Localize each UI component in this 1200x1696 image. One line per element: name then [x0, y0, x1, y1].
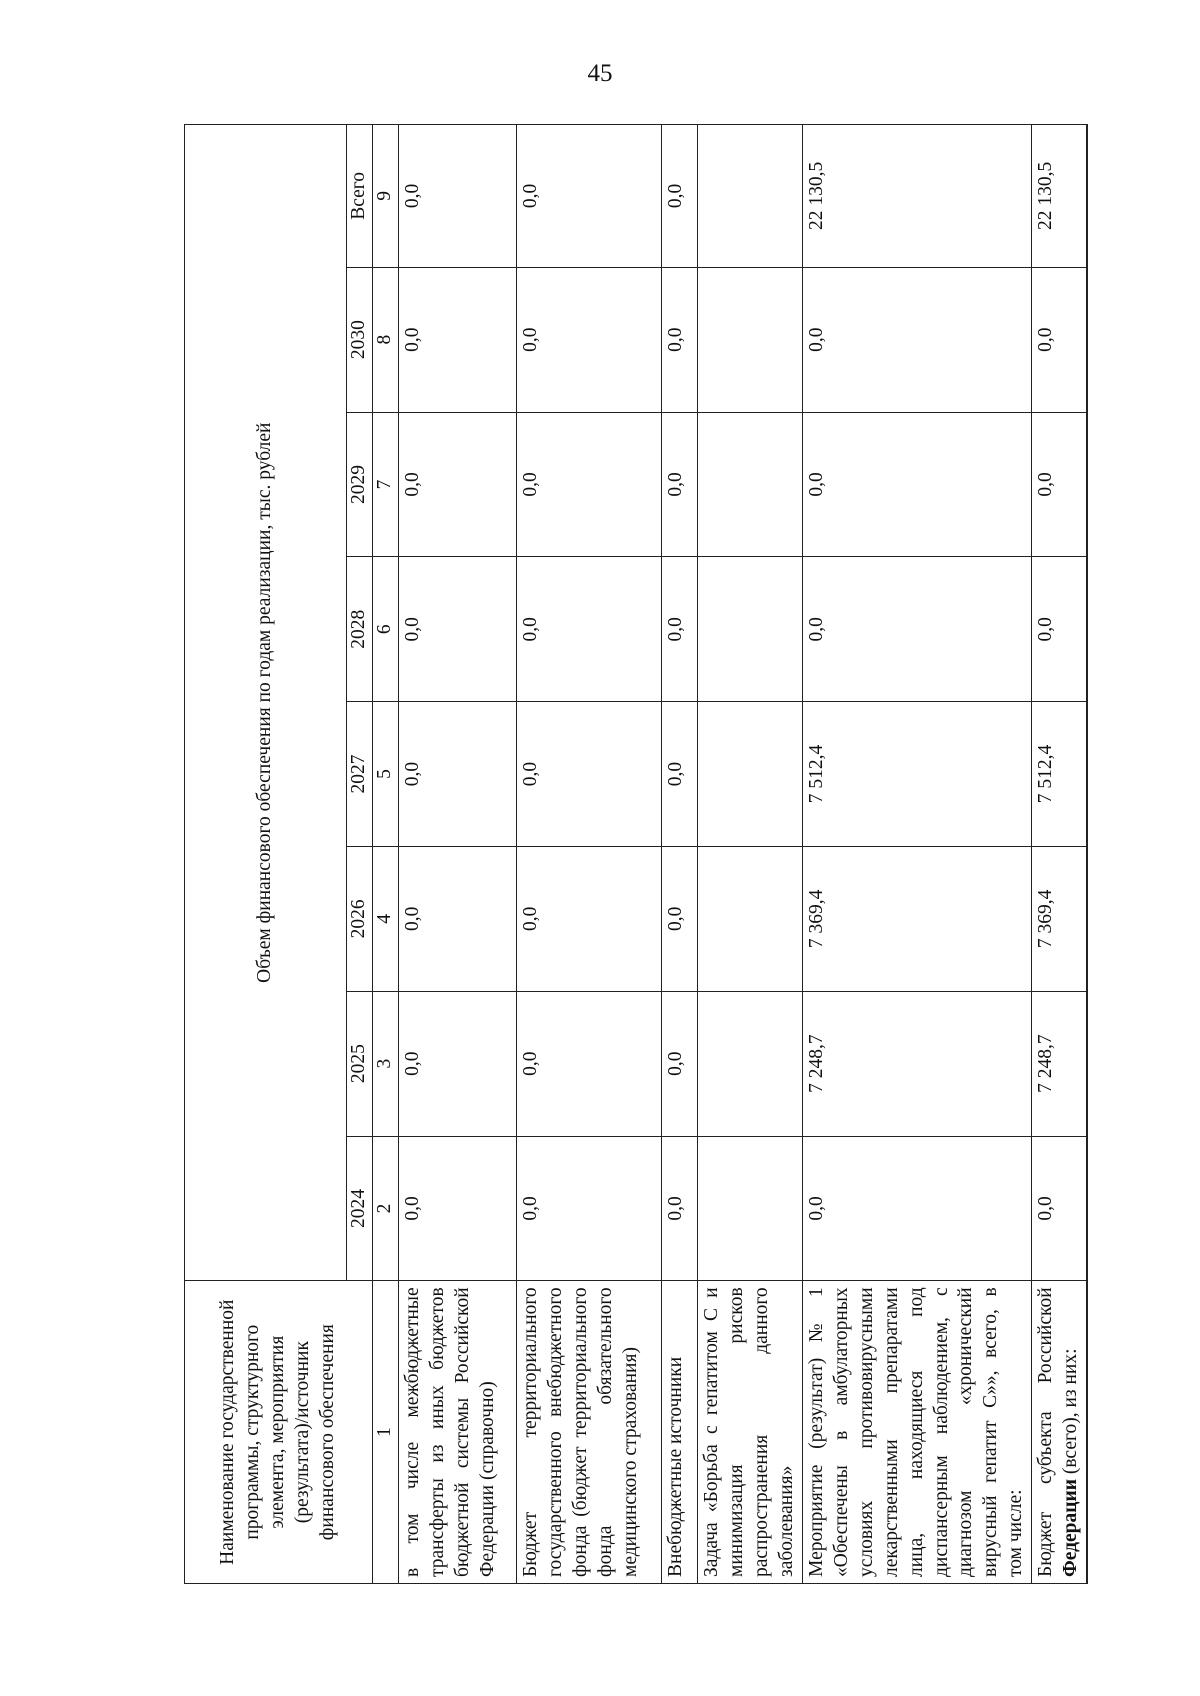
row-value [697, 412, 802, 557]
row-value: 0,0 [661, 412, 697, 557]
row-name: Внебюджетные источники [661, 1281, 697, 1584]
year-header: 2030 [347, 267, 373, 412]
column-number: 5 [373, 702, 399, 847]
row-value: 0,0 [1032, 1136, 1087, 1281]
row-value: 0,0 [398, 991, 516, 1136]
row-value: 0,0 [516, 991, 661, 1136]
header-volume-cell: Объем финансового обеспечения по годам реализации, тыс. рублей [185, 125, 347, 1281]
row-value [697, 991, 802, 1136]
year-header: 2027 [347, 702, 373, 847]
row-value: 0,0 [516, 412, 661, 557]
table-row [661, 125, 697, 1584]
row-value: 7 369,4 [1032, 846, 1087, 991]
row-value: 0,0 [661, 991, 697, 1136]
year-header: 2025 [347, 991, 373, 1136]
row-value: 0,0 [516, 267, 661, 412]
row-value: 0,0 [802, 267, 1032, 412]
row-value: 0,0 [398, 702, 516, 847]
column-number: 3 [373, 991, 399, 1136]
row-value: 0,0 [398, 1136, 516, 1281]
row-name: Задача «Борьба с гепатитом С и минимизация рисков распространения данного заболевания» [697, 1281, 802, 1584]
year-header: 2026 [347, 846, 373, 991]
row-value: 0,0 [398, 846, 516, 991]
table-row [802, 125, 1032, 1584]
column-number: 7 [373, 412, 399, 557]
row-value: 0,0 [661, 846, 697, 991]
year-header: 2024 [347, 1136, 373, 1281]
row-value: 0,0 [802, 412, 1032, 557]
row-value: 0,0 [1032, 412, 1087, 557]
row-value: 0,0 [516, 846, 661, 991]
row-value: 0,0 [661, 702, 697, 847]
row-value: 7 248,7 [1032, 991, 1087, 1136]
row-value: 0,0 [398, 557, 516, 702]
row-value: 7 248,7 [802, 991, 1032, 1136]
column-number: 8 [373, 267, 399, 412]
table-row [1032, 125, 1087, 1584]
row-name: Бюджет территориального государственного внебюджетного фонда (бюджет территориального фонда обязательного медицинского страхования) [516, 1281, 661, 1584]
column-number: 4 [373, 846, 399, 991]
row-value: 0,0 [398, 267, 516, 412]
column-number: 6 [373, 557, 399, 702]
year-header: 2029 [347, 412, 373, 557]
row-name-bold-part: Федерации [1060, 1479, 1082, 1577]
row-value: 7 512,4 [802, 702, 1032, 847]
rotated-table-container [184, 124, 1082, 1584]
row-value [697, 846, 802, 991]
page-number: 45 [587, 60, 613, 87]
row-value: 0,0 [1032, 557, 1087, 702]
row-value: 0,0 [802, 1136, 1032, 1281]
table-row [516, 125, 661, 1584]
row-value [697, 702, 802, 847]
row-value: 0,0 [516, 1136, 661, 1281]
row-value: 0,0 [1032, 267, 1087, 412]
row-value: 7 512,4 [1032, 702, 1087, 847]
row-value [697, 267, 802, 412]
header-name-cell: Наименование государственной программы, структурного элемента, мероприятия (результата)/источник финансового обеспечения [185, 1281, 373, 1584]
column-number-row [373, 125, 399, 1584]
row-value: 0,0 [398, 125, 516, 268]
column-number: 1 [373, 1281, 399, 1584]
row-value: 0,0 [661, 557, 697, 702]
row-name: в том числе межбюджетные трансферты из иных бюджетов бюджетной системы Российской Федерации (справочно) [398, 1281, 516, 1584]
row-name-part: Бюджет субъекта Российской [1035, 1287, 1057, 1577]
row-name [1032, 1281, 1087, 1584]
row-value: 0,0 [661, 1136, 697, 1281]
row-value: 0,0 [516, 125, 661, 268]
row-value: 7 369,4 [802, 846, 1032, 991]
row-value: 0,0 [802, 557, 1032, 702]
year-header: 2028 [347, 557, 373, 702]
row-value [697, 1136, 802, 1281]
row-name-tail: (всего), из них: [1060, 1348, 1082, 1480]
row-value: 0,0 [516, 702, 661, 847]
table-row [697, 125, 802, 1584]
row-value [697, 125, 802, 268]
row-name: Мероприятие (результат) № 1 «Обеспечены в амбулаторных условиях противовирусными лекарственными препаратами лица, находящиеся под диспансерным наблюдением, с диагнозом «хронический вирусный гепатит С»», всего, в том числе: [802, 1281, 1032, 1584]
total-header: Всего [347, 125, 373, 268]
column-number: 9 [373, 125, 399, 268]
row-value: 22 130,5 [802, 125, 1032, 268]
row-value: 0,0 [661, 125, 697, 268]
financing-table [184, 124, 1088, 1584]
row-value [697, 557, 802, 702]
column-number: 2 [373, 1136, 399, 1281]
row-value: 0,0 [516, 557, 661, 702]
header-row-top [185, 125, 347, 1584]
table-row [398, 125, 516, 1584]
row-value: 0,0 [398, 412, 516, 557]
row-value: 22 130,5 [1032, 125, 1087, 268]
row-value: 0,0 [661, 267, 697, 412]
